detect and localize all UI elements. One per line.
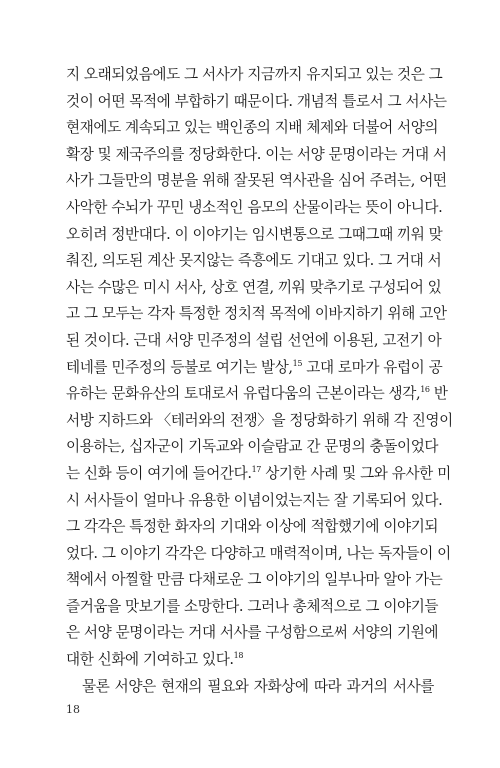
text-line [66,195,443,222]
line-text: 춰진, 의도된 계산 못지않는 즉흥에도 기대고 있다. 그 거대 서 [66,252,442,270]
line-text: 것이 어떤 목적에 부합하기 때문이다. 개념적 틀로서 그 서사는 [66,92,447,110]
text-line [66,222,443,249]
line-text-after-note: 고대 로마가 유럽이 공 [302,358,443,376]
text-line [66,567,443,594]
page-number: 18 [66,703,80,716]
text-line [66,408,453,435]
text-line [66,594,439,621]
line-text: 대한 신화에 기여하고 있다. [66,651,234,669]
text-line [66,381,448,408]
line-text-after-note: 반 [429,385,448,403]
footnote-marker[interactable]: 18 [233,651,244,661]
text-line [66,434,439,461]
text-line [66,647,434,674]
line-text: 그 각각은 특정한 화자의 기대와 이상에 적합했기에 이야기되 [66,518,439,536]
line-text: 시 서사들이 얼마나 유용한 이념이었는지는 잘 기록되어 있다. [66,491,443,509]
text-line [66,674,434,701]
text-line [66,89,447,116]
text-line [66,461,451,488]
text-line [66,541,451,568]
line-text: 지 오래되었음에도 그 서사가 지금까지 유지되고 있는 것은 그 [66,66,443,83]
line-text: 테네를 민주정의 등불로 여기는 발상, [66,358,293,376]
line-text: 고 그 모두는 각자 특정한 정치적 목적에 이바지하기 위해 고안 [66,305,447,323]
text-line [66,355,443,382]
text-line [66,275,442,302]
footnote-marker[interactable]: 15 [292,358,303,368]
line-text: 은 서양 문명이라는 거대 서사를 구성함으로써 서양의 기원에 [66,624,439,642]
line-text: 확장 및 제국주의를 정당화한다. 이는 서양 문명이라는 거대 서 [66,145,447,163]
line-text: 책에서 아찔할 만큼 다채로운 그 이야기의 일부나마 알아 가는 [66,571,443,589]
text-line [66,301,447,328]
line-text: 사악한 수뇌가 꾸민 냉소적인 음모의 산물이라는 뜻이 아니다. [66,198,443,216]
line-text: 사가 그들만의 명분을 위해 잘못된 역사관을 심어 주려는, 어떤 [66,172,447,190]
line-text: 었다. 그 이야기 각각은 다양하고 매력적이며, 나는 독자들이 이 [66,544,451,562]
text-line [66,328,442,355]
line-text: 는 신화 등이 여기에 들어간다. [66,464,252,482]
text-line [66,248,442,275]
footnote-marker[interactable]: 16 [420,385,430,395]
text-line [66,488,443,515]
text-line [66,168,447,195]
line-text: 물론 서양은 현재의 필요와 자화상에 따라 과거의 서사를 [82,677,434,695]
text-line [66,62,443,89]
line-text: 오히려 정반대다. 이 이야기는 임시변통으로 그때그때 끼워 맞 [66,225,443,243]
line-text: 이용하는, 십자군이 기독교와 이슬람교 간 문명의 충돌이었다 [66,438,439,456]
line-text: 된 것이다. 근대 서양 민주정의 설립 선언에 이용된, 고전기 아 [66,331,442,349]
body-text [66,62,453,700]
text-line [66,514,439,541]
line-text: 유하는 문화유산의 토대로서 유럽다움의 근본이라는 생각, [66,385,421,403]
line-text-after-note: 상기한 사례 및 그와 유사한 미 [260,464,451,482]
line-text: 서방 지하드와 〈테러와의 전쟁〉을 정당화하기 위해 각 진영이 [66,411,453,429]
text-line [66,115,439,142]
line-text: 즐거움을 맛보기를 소망한다. 그러나 총체적으로 그 이야기들 [66,597,439,615]
footnote-marker[interactable]: 17 [251,465,261,475]
text-line [66,620,439,647]
text-line [66,142,447,169]
line-text: 사는 수많은 미시 서사, 상호 연결, 끼워 맞추기로 구성되어 있 [66,278,442,296]
line-text: 현재에도 계속되고 있는 백인종의 지배 체제와 더불어 서양의 [66,119,439,137]
